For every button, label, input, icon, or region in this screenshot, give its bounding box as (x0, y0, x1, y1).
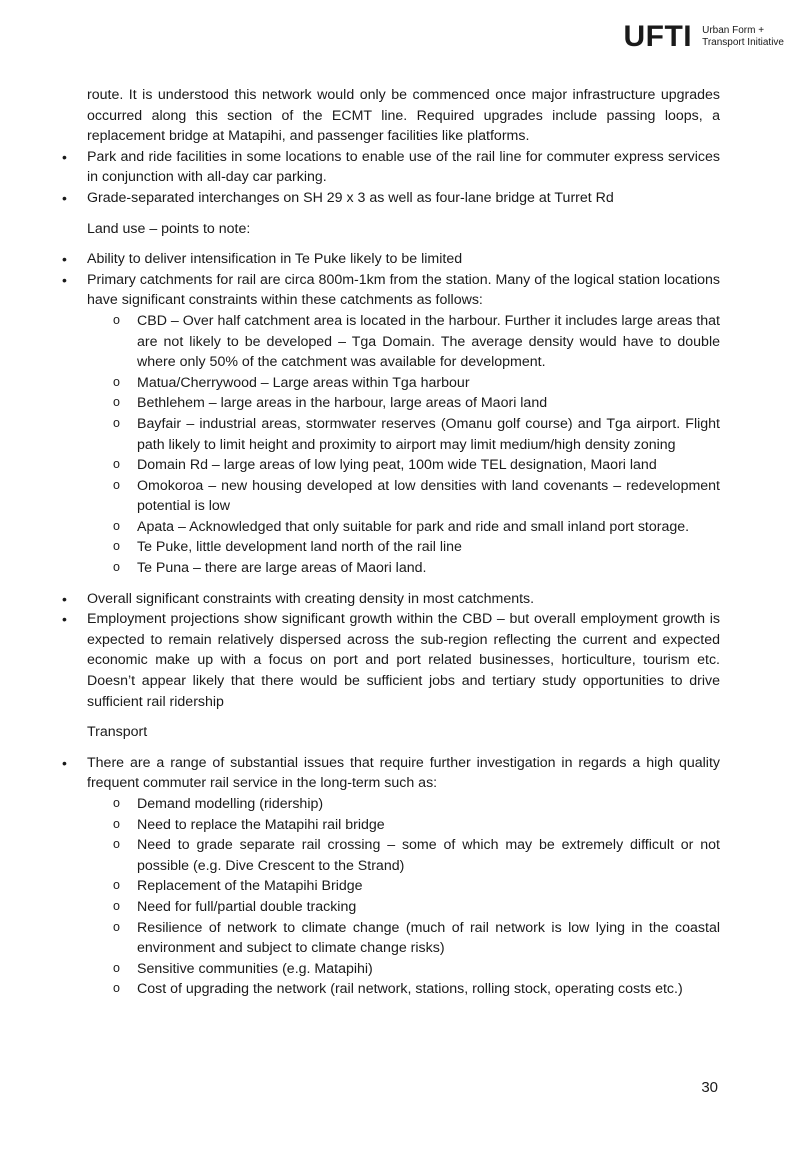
sub-item: o Resilience of network to climate change (much of rail network is low lying in the coastal environment and subject to climate change risks) (62, 918, 720, 959)
land-use-summary-list (62, 589, 720, 713)
sub-item: o Need to replace the Matapihi rail bridge (62, 815, 720, 836)
sub-item: o Bethlehem – large areas in the harbour, large areas of Maori land (62, 393, 720, 414)
bullet-item: • Employment projections show significant growth within the CBD – but overall employment growth is expected to remain relatively dispersed across the sub-region reflecting the current and expected economic make up with a focus on port and port related businesses, horticulture, tourism etc. Doesn’t appear likely that there would be sufficient jobs and tertiary study opportunities to drive sufficient rail ridership (62, 609, 720, 712)
land-use-bullet-list (62, 249, 720, 579)
sub-item: o Demand modelling (ridership) (62, 794, 720, 815)
catchment-list (62, 311, 720, 579)
sub-item: o Te Puna – there are large areas of Maori land. (62, 558, 720, 579)
transport-heading: Transport (87, 724, 148, 741)
transport-issue-list (62, 794, 720, 1000)
top-bullet-list (62, 147, 720, 209)
sub-item: o Replacement of the Matapihi Bridge (62, 876, 720, 897)
sub-item: o Te Puke, little development land north of the rail line (62, 537, 720, 558)
bullet-text: There are a range of substantial issues that require further investigation in regards a high quality frequent commuter rail service in the long-term such as: (87, 754, 720, 792)
logo-mark: UFTI (623, 20, 693, 53)
land-use-heading: Land use – points to note: (87, 220, 251, 237)
bullet-item: • Grade-separated interchanges on SH 29 x 3 as well as four-lane bridge at Turret Rd (62, 188, 720, 209)
document-body (62, 85, 720, 1000)
sub-item: o Need to grade separate rail crossing – some of which may be extremely difficult or not possible (e.g. Dive Crescent to the Strand) (62, 835, 720, 876)
sub-item: o Matua/Cherrywood – Large areas within Tga harbour (62, 373, 720, 394)
bullet-item (62, 270, 720, 579)
bullet-text: Primary catchments for rail are circa 800m-1km from the station. Many of the logical station locations have significant constraints within these catchments as follows: (87, 271, 720, 309)
logo-text (702, 25, 784, 49)
sub-item: o Sensitive communities (e.g. Matapihi) (62, 959, 720, 980)
sub-item: o Apata – Acknowledged that only suitable for park and ride and small inland port storage. (62, 517, 720, 538)
transport-bullet-list (62, 753, 720, 1000)
sub-item: o Cost of upgrading the network (rail network, stations, rolling stock, operating costs etc.) (62, 979, 720, 1000)
ufti-logo (623, 22, 784, 52)
bullet-item (62, 753, 720, 1000)
sub-item: o Omokoroa – new housing developed at low densities with land covenants – redevelopment potential is low (62, 476, 720, 517)
logo-line-1: Urban Form + (702, 25, 765, 36)
sub-item: o Bayfair – industrial areas, stormwater reserves (Omanu golf course) and Tga airport. Flight path likely to limit height and proximity to airport may limit medium/high density zoning (62, 414, 720, 455)
bullet-item: • Overall significant constraints with creating density in most catchments. (62, 589, 720, 610)
sub-item: o Domain Rd – large areas of low lying peat, 100m wide TEL designation, Maori land (62, 455, 720, 476)
bullet-item: • Park and ride facilities in some locations to enable use of the rail line for commuter express services in conjunction with all-day car parking. (62, 147, 720, 188)
logo-line-2: Transport Initiative (702, 37, 784, 48)
bullet-item: • Ability to deliver intensification in Te Puke likely to be limited (62, 249, 720, 270)
page-number: 30 (701, 1079, 718, 1096)
intro-continuation: route. It is understood this network would only be commenced once major infrastructure upgrades occurred along this section of the ECMT line. Required upgrades include passing loops, a replacement bridge at Matapihi, and passenger facilities like platforms. (87, 87, 720, 145)
sub-item: o Need for full/partial double tracking (62, 897, 720, 918)
sub-item: o CBD – Over half catchment area is located in the harbour. Further it includes large areas that are not likely to be developed – Tga Domain. The average density would have to double where only 50% of the catchment was available for development. (62, 311, 720, 373)
